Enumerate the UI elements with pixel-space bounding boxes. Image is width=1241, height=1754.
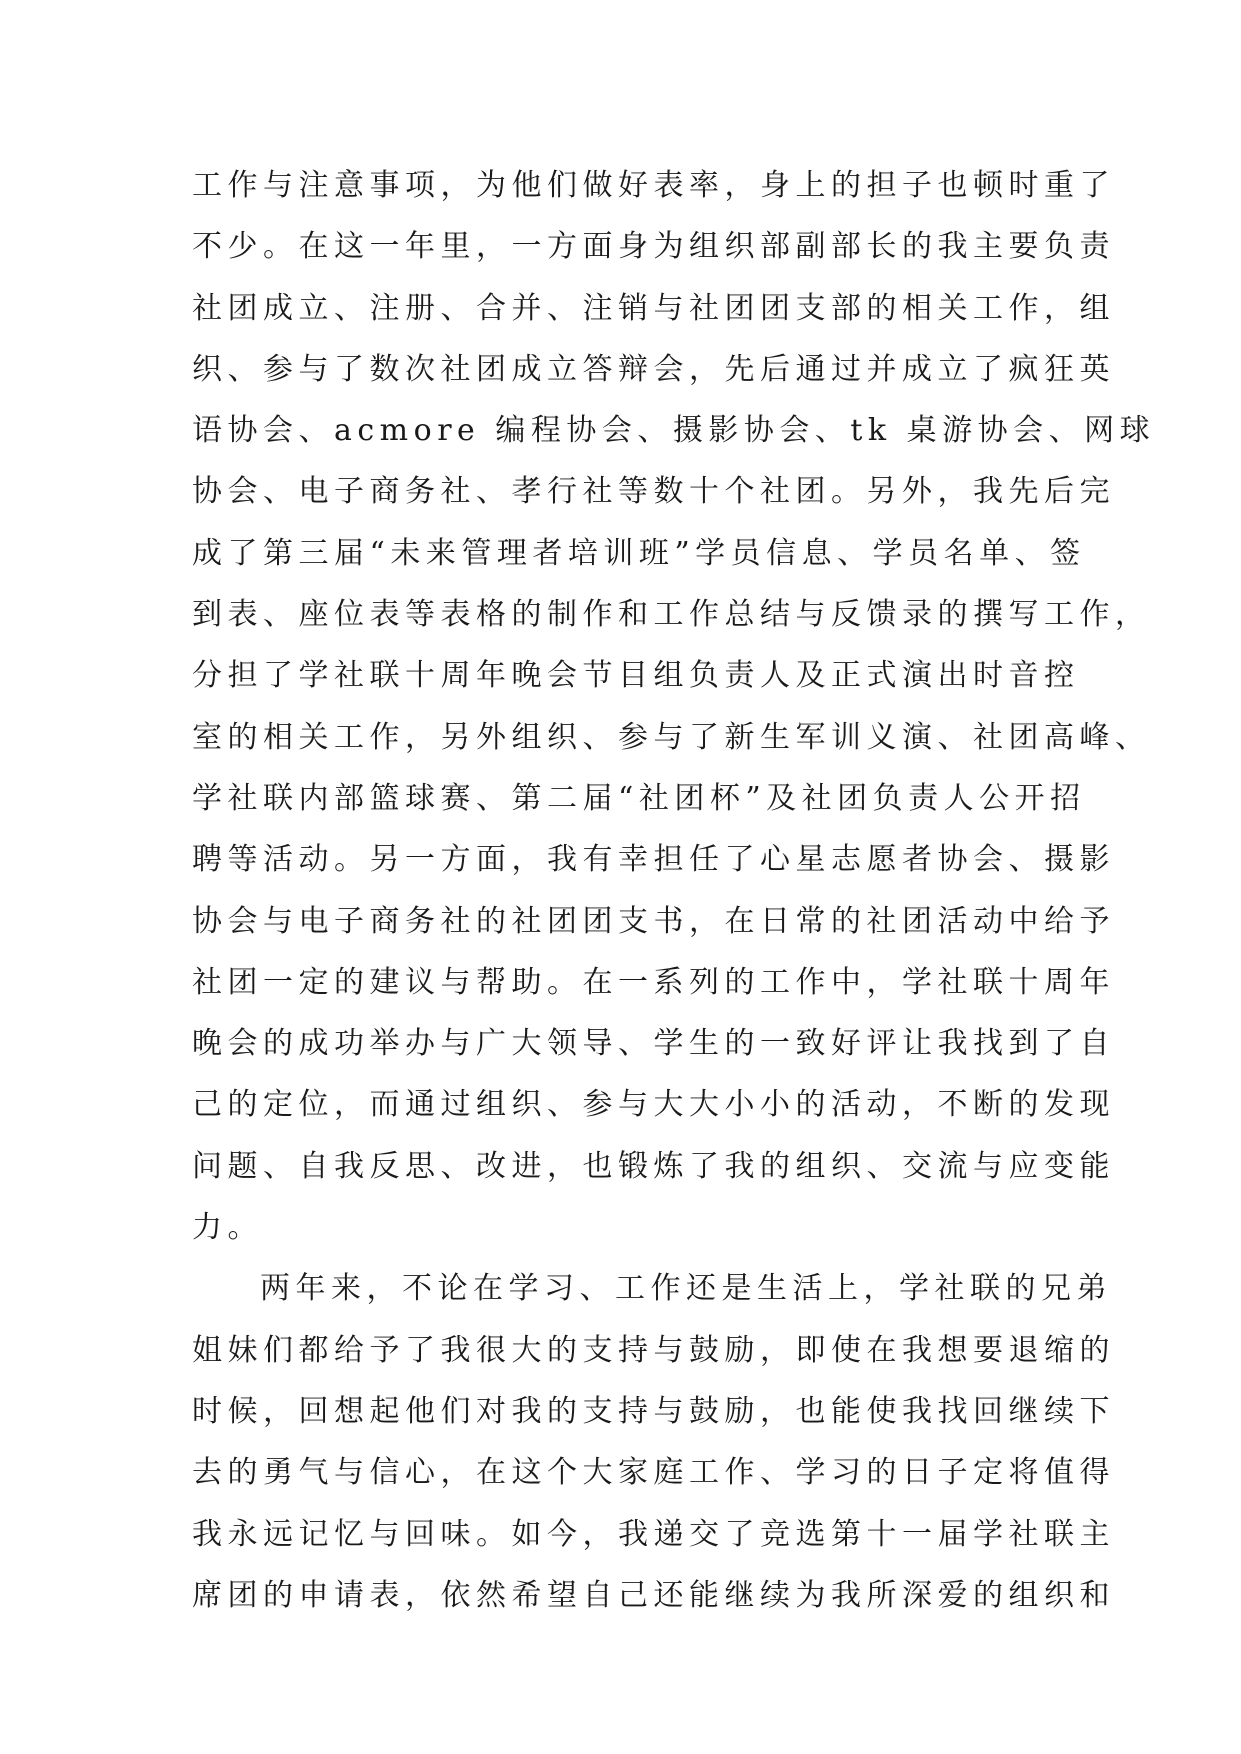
text-line: 晚会的成功举办与广大领导、学生的一致好评让我找到了自 [192,1026,1115,1062]
text-line: 织、参与了数次社团成立答辩会，先后通过并成立了疯狂英 [192,351,1115,387]
text-line: 席团的申请表，依然希望自己还能继续为我所深爱的组织和 [192,1577,1115,1613]
text-line: 语协会、acmore 编程协会、摄影协会、tk 桌游协会、网球 [192,413,1156,449]
text-line: 两年来，不论在学习、工作还是生活上，学社联的兄弟 [260,1271,1112,1307]
text-line: 去的勇气与信心，在这个大家庭工作、学习的日子定将值得 [192,1455,1115,1491]
text-line: 不少。在这一年里，一方面身为组织部副部长的我主要负责 [192,229,1115,265]
paragraph-2 [192,1258,1115,1626]
text-line: 协会、电子商务社、孝行社等数十个社团。另外，我先后完 [192,474,1115,510]
text-line: 协会与电子商务社的社团团支书，在日常的社团活动中给予 [192,903,1115,939]
text-line: 社团一定的建议与帮助。在一系列的工作中，学社联十周年 [192,964,1115,1000]
text-line: 己的定位，而通过组织、参与大大小小的活动，不断的发现 [192,1087,1115,1123]
text-line: 室的相关工作，另外组织、参与了新生军训义演、社团高峰、 [192,719,1151,755]
text-line: 力。 [192,1210,263,1246]
text-line: 学社联内部篮球赛、第二届“社团杯”及社团负责人公开招 [192,780,1086,816]
text-line: 工作与注意事项，为他们做好表率，身上的担子也顿时重了 [192,168,1115,203]
text-line: 姐妹们都给予了我很大的支持与鼓励，即使在我想要退缩的 [192,1332,1115,1368]
text-line: 社团成立、注册、合并、注销与社团团支部的相关工作，组 [192,290,1115,326]
text-line: 成了第三届“未来管理者培训班”学员信息、学员名单、签 [192,535,1086,571]
paragraph-1 [192,155,1156,1258]
text-line: 聘等活动。另一方面，我有幸担任了心星志愿者协会、摄影 [192,842,1115,878]
text-line: 问题、自我反思、改进，也锻炼了我的组织、交流与应变能 [192,1148,1115,1184]
text-line: 我永远记忆与回味。如今，我递交了竞选第十一届学社联主 [192,1516,1115,1552]
text-line: 分担了学社联十周年晚会节目组负责人及正式演出时音控 [192,658,1080,694]
text-line: 到表、座位表等表格的制作和工作总结与反馈录的撰写工作， [192,597,1151,633]
document-body [192,155,1156,1626]
text-line: 时候，回想起他们对我的支持与鼓励，也能使我找回继续下 [192,1393,1115,1429]
